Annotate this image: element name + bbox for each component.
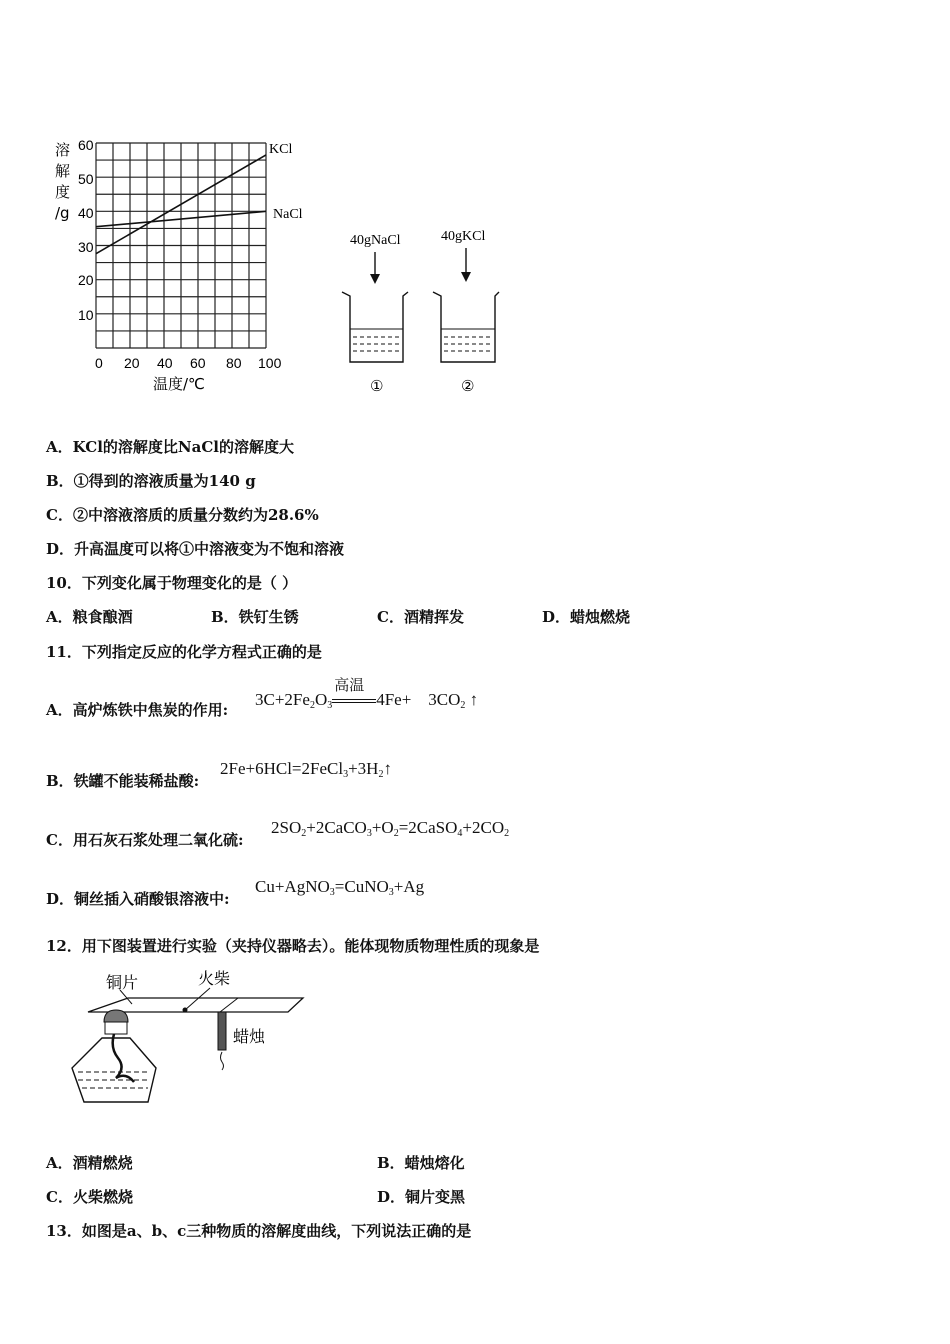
beaker1-number: ①: [370, 377, 384, 395]
q10-option-c[interactable]: C．酒精挥发: [377, 608, 464, 626]
match-head: [183, 1008, 188, 1013]
chart-grid: [96, 143, 266, 348]
reaction-condition: 高温: [334, 676, 365, 694]
q11-option-d-equation: Cu+AgNO$_3$=CuNO$_3$+Ag: [255, 877, 425, 898]
kcl-curve-label: KCl: [269, 142, 293, 157]
y-tick-10: 10: [78, 307, 94, 323]
x-tick-80: 80: [226, 355, 242, 371]
q10-option-a[interactable]: A．粮食酿酒: [46, 608, 133, 626]
beaker1-arrowhead: [370, 274, 380, 284]
y-axis-label-2: 解: [55, 162, 71, 180]
y-tick-20: 20: [78, 272, 94, 288]
q11-option-a-equation: $3C+2Fe_2O_3$ 高温 4Fe+ $3CO_2$ ↑: [255, 676, 479, 711]
y-tick-40: 40: [78, 205, 94, 221]
x-tick-40: 40: [157, 355, 173, 371]
x-tick-100: 100: [258, 355, 282, 371]
q9-option-b[interactable]: B．①得到的溶液质量为140 g: [46, 472, 256, 490]
q9-option-d[interactable]: D．升高温度可以将①中溶液变为不饱和溶液: [46, 540, 345, 558]
lamp-wick: [104, 1010, 128, 1022]
x-axis-label: 温度/℃: [153, 375, 205, 393]
q11-option-c-equation: $2SO_2+2CaCO_3+O_2=2CaSO_4+2CO_2$: [271, 818, 510, 839]
y-axis-label-4: /g: [55, 204, 70, 222]
candle: [218, 1012, 226, 1050]
x-tick-0: 0: [95, 355, 103, 371]
x-tick-20: 20: [124, 355, 140, 371]
experiment-apparatus: [60, 960, 320, 1110]
q12-option-b[interactable]: B．蜡烛熔化: [377, 1154, 465, 1172]
copper-label: 铜片: [106, 973, 139, 992]
y-axis-label-1: 溶: [55, 141, 71, 159]
y-tick-30: 30: [78, 239, 94, 255]
y-tick-60: 60: [78, 137, 94, 153]
beaker2-liquid: [444, 337, 492, 351]
beaker2-number: ②: [461, 377, 475, 395]
q11-stem: 11．下列指定反应的化学方程式正确的是: [46, 643, 322, 661]
candle-label: 蜡烛: [233, 1027, 266, 1046]
y-tick-50: 50: [78, 171, 94, 187]
nacl-curve-label: NaCl: [273, 207, 303, 222]
q12-option-d[interactable]: D．铜片变黑: [377, 1188, 466, 1206]
q10-option-b[interactable]: B．铁钉生锈: [211, 608, 299, 626]
q11-option-a[interactable]: A．高炉炼铁中焦炭的作用:: [46, 701, 229, 719]
q12-option-c[interactable]: C．火柴燃烧: [46, 1188, 133, 1206]
beaker2-label: 40gKCl: [441, 229, 486, 244]
q10-stem: 10．下列变化属于物理变化的是（ ）: [46, 574, 298, 592]
q11-option-b-equation: $2Fe+6HCl=2FeCl_3+3H_2↑$: [220, 759, 392, 780]
q12-stem: 12．用下图装置进行实验（夹持仪器略去）。能体现物质物理性质的现象是: [46, 937, 540, 955]
q11-option-d[interactable]: D．铜丝插入硝酸银溶液中:: [46, 890, 230, 908]
x-tick-60: 60: [190, 355, 206, 371]
beaker1-liquid: [353, 337, 400, 351]
q11-option-c[interactable]: C．用石灰石浆处理二氧化硫:: [46, 831, 244, 849]
q10-option-d[interactable]: D．蜡烛燃烧: [542, 608, 631, 626]
beaker2-arrowhead: [461, 272, 471, 282]
match-label: 火柴: [198, 969, 231, 988]
q9-option-a[interactable]: A．KCl的溶解度比NaCl的溶解度大: [46, 438, 294, 456]
q13-stem: 13．如图是a、b、c三种物质的溶解度曲线，下列说法正确的是: [46, 1222, 472, 1240]
beaker1-label: 40gNaCl: [350, 233, 401, 248]
y-axis-label-3: 度: [55, 183, 71, 201]
q9-option-c[interactable]: C．②中溶液溶质的质量分数约为28.6%: [46, 506, 319, 524]
q11-option-b[interactable]: B．铁罐不能装稀盐酸:: [46, 772, 200, 790]
q12-option-a[interactable]: A．酒精燃烧: [46, 1154, 133, 1172]
solubility-figure: [0, 120, 520, 410]
